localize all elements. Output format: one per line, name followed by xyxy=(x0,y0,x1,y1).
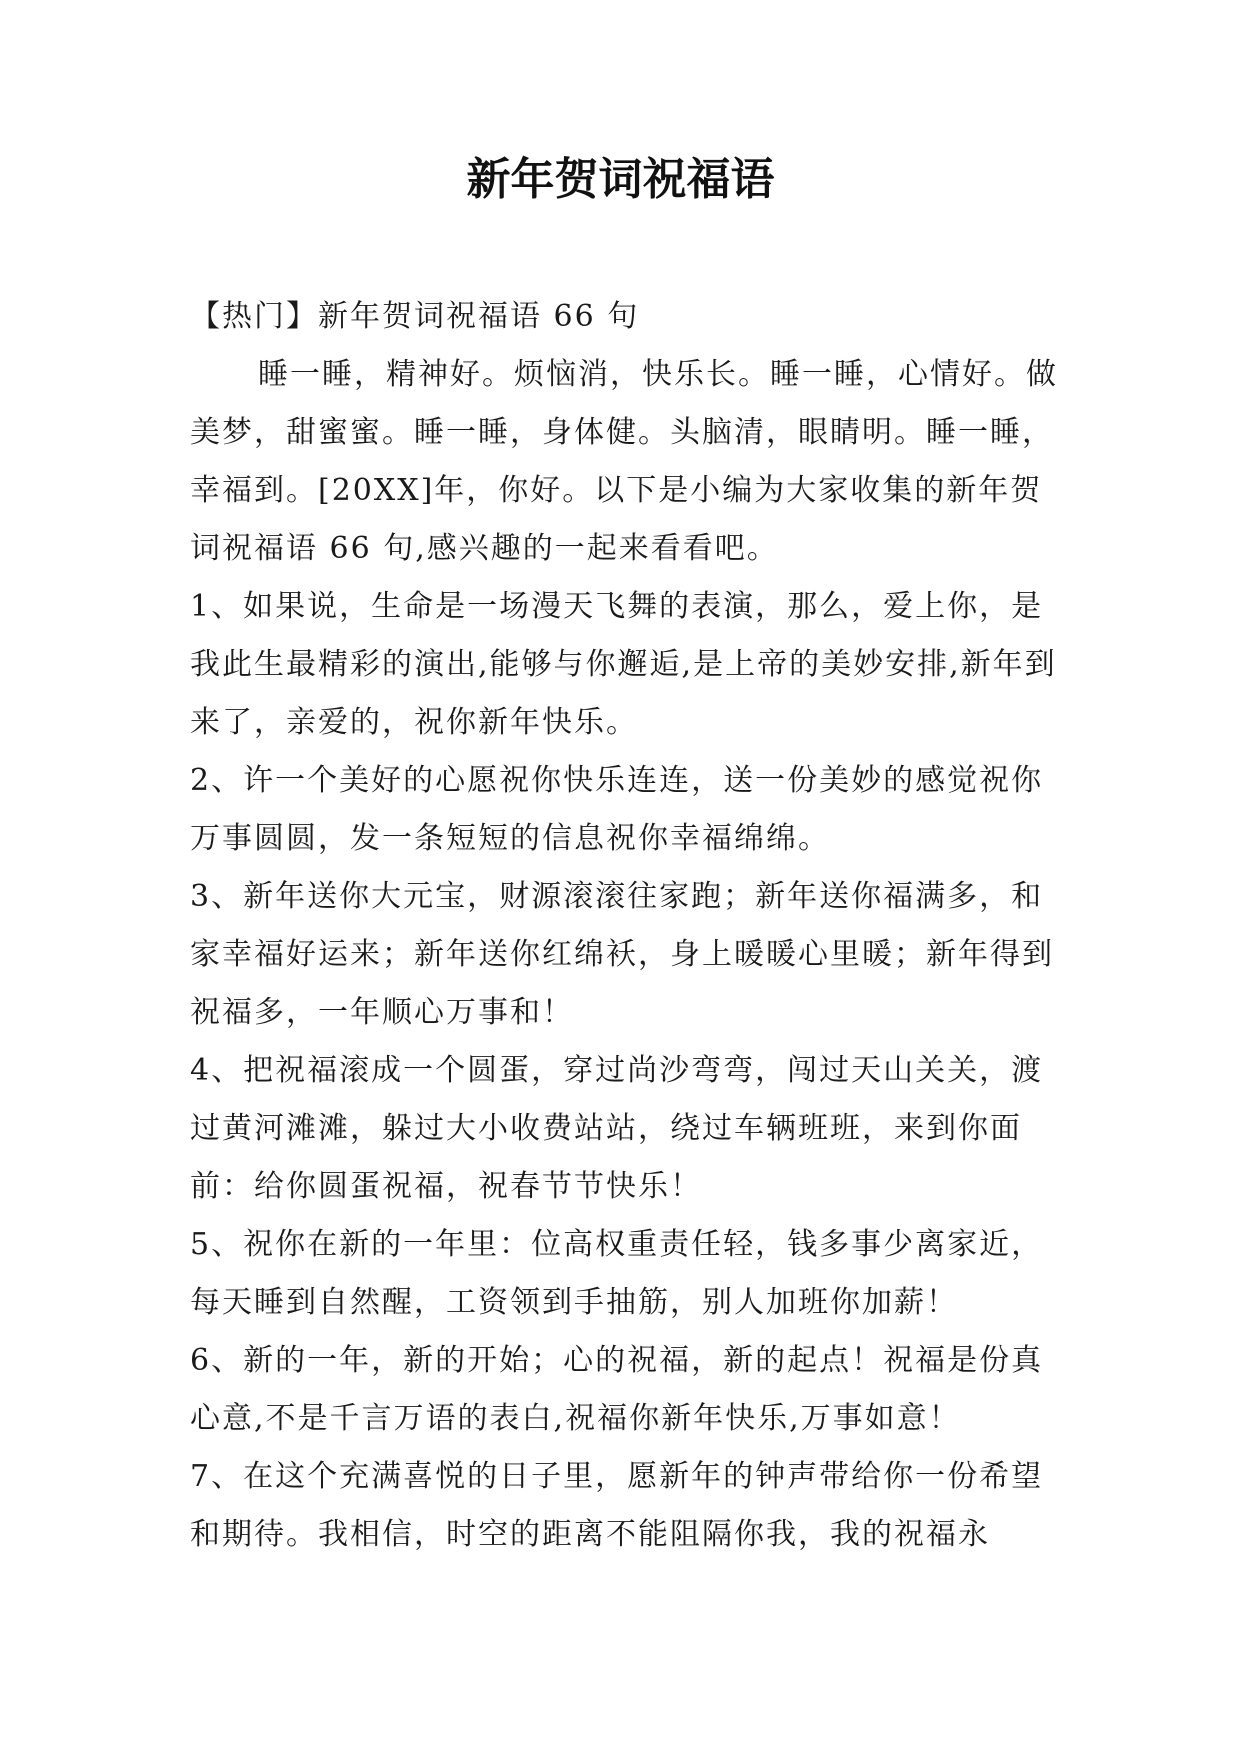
list-item: 3、新年送你大元宝，财源滚滚往家跑；新年送你福满多，和家幸福好运来；新年送你红绵袄，身上暖暖心里暖；新年得到祝福多，一年顺心万事和！ xyxy=(190,879,1054,1030)
list-item: 2、许一个美好的心愿祝你快乐连连，送一份美妙的感觉祝你万事圆圆，发一条短短的信息祝你幸福绵绵。 xyxy=(190,763,1044,856)
list-item: 5、祝你在新的一年里：位高权重责任轻，钱多事少离家近，每天睡到自然醒，工资领到手抽筋，别人加班你加薪！ xyxy=(190,1227,1044,1320)
document-title: 新年贺词祝福语 xyxy=(466,154,775,205)
list-item: 4、把祝福滚成一个圆蛋，穿过尚沙弯弯，闯过天山关关，渡过黄河滩滩，躲过大小收费站站，绕过车辆班班，来到你面前：给你圆蛋祝福，祝春节节快乐！ xyxy=(190,1053,1044,1204)
list-item: 1、如果说，生命是一场漫天飞舞的表演，那么，爱上你，是我此生最精彩的演出,能够与你邂逅,是上帝的美妙安排,新年到来了，亲爱的，祝你新年快乐。 xyxy=(190,589,1057,740)
intro-paragraph: 睡一睡，精神好。烦恼消，快乐长。睡一睡，心情好。做美梦，甜蜜蜜。睡一睡，身体健。头脑清，眼睛明。睡一睡，幸福到。[20XX]年，你好。以下是小编为大家收集的新年贺词祝福语 66 句,感兴趣的一起来看看吧。 xyxy=(190,357,1058,566)
list-item: 7、在这个充满喜悦的日子里，愿新年的钟声带给你一份希望和期待。我相信，时空的距离不能阻隔你我，我的祝福永 xyxy=(190,1459,1044,1552)
list-item: 6、新的一年，新的开始；心的祝福，新的起点！祝福是份真心意,不是千言万语的表白,祝福你新年快乐,万事如意！ xyxy=(190,1343,1044,1436)
document-heading: 【热门】新年贺词祝福语 66 句 xyxy=(190,299,640,334)
document-body xyxy=(190,288,1070,1564)
